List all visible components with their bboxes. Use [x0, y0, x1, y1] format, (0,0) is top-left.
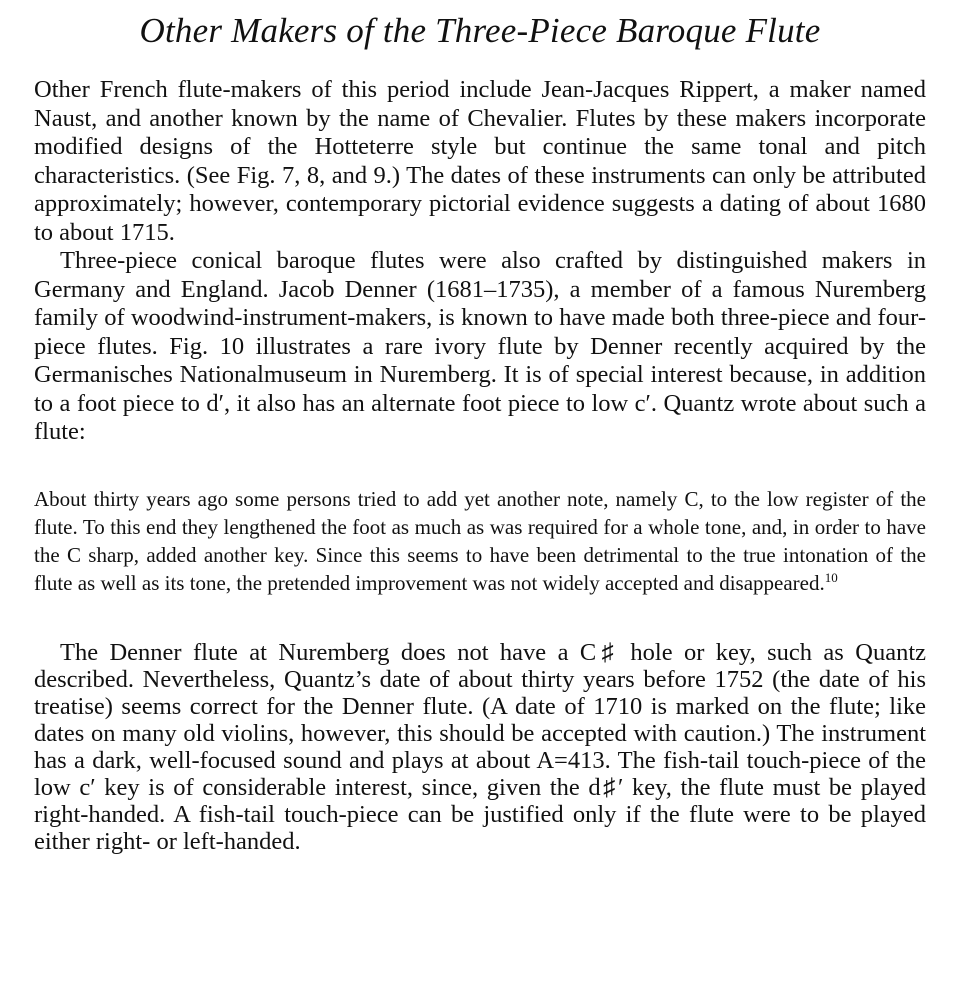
- body-paragraph-2: Three-piece conical baroque flutes were also crafted by distinguished makers in Germany and England. Jacob Denner (1681–1735), a member of a famous Nuremberg family of woodwind-instrument-makers, is known to have made both three-piece and four-piece flutes. Fig. 10 illustrates a rare ivory flute by Denner recently acquired by the Germanisches Nationalmuseum in Nuremberg. It is of special interest because, in addition to a foot piece to d′, it also has an alternate foot piece to low c′. Quantz wrote about such a flute:: [34, 247, 926, 445]
- page-title: Other Makers of the Three-Piece Baroque Flute: [139, 11, 821, 50]
- block-quote: [34, 485, 926, 597]
- body-paragraph-1: Other French flute-makers of this period include Jean-Jacques Rippert, a maker named Naust, and another known by the name of Chevalier. Flutes by these makers incorporate modified designs of the Hotteterre style but continue the same tonal and pitch characteristics. (See Fig. 7, 8, and 9.) The dates of these instruments can only be attributed approximately; however, contemporary pictorial evidence suggests a dating of about 1680 to about 1715.: [34, 76, 926, 246]
- footnote-marker: 10: [824, 569, 838, 585]
- body-paragraph-3: The Denner flute at Nuremberg does not have a C♯ hole or key, such as Quantz described. Nevertheless, Quantz’s date of about thirty years before 1752 (the date of his treatise) seems correct for the Denner flute. (A date of 1710 is marked on the flute; like dates on many old violins, however, this should be accepted with caution.) The instrument has a dark, well-focused sound and plays at about A=413. The fish-tail touch-piece of the low c′ key is of considerable interest, since, given the d♯′ key, the flute must be played right-handed. A fish-tail touch-piece can be justified only if the flute were to be played either right- or left-handed.: [34, 638, 926, 855]
- quote-text: About thirty years ago some persons tried to add yet another note, namely C, to the low register of the flute. To this end they lengthened the foot as much as was required for a whole tone, and, in order to have the C sharp, added another key. Since this seems to have been detrimental to the true intonation of the flute as well as its tone, the pretended improvement was not widely accepted and disappeared.: [34, 486, 926, 595]
